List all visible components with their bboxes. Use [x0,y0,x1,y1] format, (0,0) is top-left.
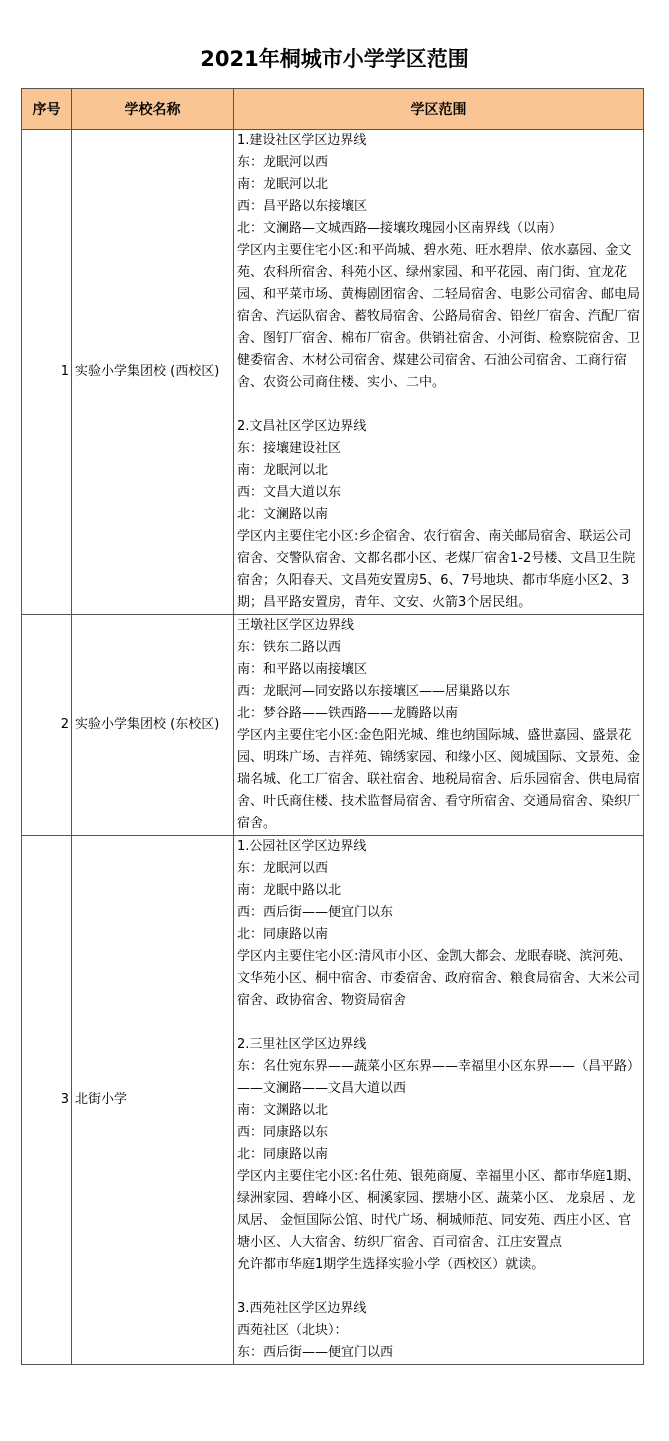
district-range [234,615,644,836]
range-line: 东：名仕宛东界——蔬菜小区东界——幸福里小区东界——（昌平路）——文澜路——文昌大道以西 [237,1059,641,1096]
range-line: 南：和平路以南接壤区 [237,662,368,677]
header-school: 学校名称 [72,89,234,130]
range-line: 西：西后街——便宜门以东 [237,905,394,920]
range-line: 东：龙眠河以西 [237,155,329,170]
school-name: 实验小学集团校 (东校区) [72,615,234,836]
header-range: 学区范围 [234,89,644,130]
range-line: 北：文澜路以南 [237,507,329,522]
district-range [234,836,644,1365]
table-header-row [22,89,644,130]
range-line: 东：接壤建设社区 [237,441,342,456]
range-line: 学区内主要住宅小区:金色阳光城、维也纳国际城、盛世嘉园、盛景花园、明珠广场、吉祥苑、锦绣家园、和缘小区、阅城国际、文景苑、金瑞名城、化工厂宿舍、联社宿舍、地税局宿舍、后乐园宿舍、供电局宿舍、叶氏商住楼、技术监督局宿舍、看守所宿舍、交通局宿舍、染织厂宿舍。 [237,728,641,831]
range-line: 允许都市华庭1期学生选择实验小学（西校区）就读。 [237,1257,545,1272]
range-line: 北：同康路以南 [237,1147,329,1162]
table-row [22,130,644,615]
range-line: 东：龙眠河以西 [237,861,329,876]
range-line: 2.文昌社区学区边界线 [237,419,367,434]
school-district-table [21,88,644,1365]
range-line: 学区内主要住宅小区:和平尚城、碧水苑、旺水碧岸、依水嘉园、金文苑、农科所宿舍、科苑小区、绿州家园、和平花园、南门街、宜龙花园、和平菜市场、黄梅剧团宿舍、二轻局宿舍、电影公司宿舍、邮电局宿舍、汽运队宿舍、蓄牧局宿舍、公路局宿舍、铅丝厂宿舍、汽配厂宿舍、图钉厂宿舍、棉布厂宿舍。供销社宿舍、小河街、检察院宿舍、卫健委宿舍、木材公司宿舍、煤建公司宿舍、石油公司宿舍、工商行宿舍、农资公司商住楼、实小、二中。 [237,243,641,390]
table-row [22,615,644,836]
school-name: 实验小学集团校 (西校区) [72,130,234,615]
row-number: 2 [22,615,72,836]
range-line: 学区内主要住宅小区:名仕苑、银苑商厦、幸福里小区、都市华庭1期、绿洲家园、碧峰小区、桐溪家园、摆塘小区、蔬菜小区、 龙泉居 、龙凤居、 金恒国际公馆、时代广场、桐城师范、同安苑、西庄小区、官塘小区、人大宿舍、纺织厂宿舍、百司宿舍、江庄安置点 [237,1169,640,1250]
range-line: 西苑社区（北块）： [237,1323,348,1338]
district-range [234,130,644,615]
range-line: 南：文渊路以北 [237,1103,329,1118]
blank-line [237,1276,640,1298]
range-line: 1.公园社区学区边界线 [237,839,367,854]
range-line: 南：龙眠河以北 [237,177,329,192]
range-line: 东：西后街——便宜门以西 [237,1345,394,1360]
row-number: 1 [22,130,72,615]
range-line: 北：同康路以南 [237,927,329,942]
range-line: 西：同康路以东 [237,1125,329,1140]
range-line: 南：龙眠中路以北 [237,883,342,898]
range-line: 3.西苑社区学区边界线 [237,1301,367,1316]
range-line: 南：龙眠河以北 [237,463,329,478]
range-line: 2.三里社区学区边界线 [237,1037,367,1052]
range-line: 1.建设社区学区边界线 [237,133,367,148]
blank-line [237,1012,640,1034]
range-line: 学区内主要住宅小区:清风市小区、金凯大都会、龙眠春晓、滨河苑、文华苑小区、桐中宿舍、市委宿舍、政府宿舍、粮食局宿舍、大米公司宿舍、政协宿舍、物资局宿舍 [237,949,641,1008]
range-line: 王墩社区学区边界线 [237,618,355,633]
range-line: 东：铁东二路以西 [237,640,342,655]
page-title: 2021年桐城市小学学区范围 [200,47,469,71]
table-row [22,836,644,1365]
range-line: 北：文澜路—文城西路—接壤玫瑰园小区南界线（以南） [237,221,563,236]
range-line: 西：龙眠河—同安路以东接壤区——居巢路以东 [237,684,511,699]
header-num: 序号 [22,89,72,130]
school-name: 北街小学 [72,836,234,1365]
range-line: 西：文昌大道以东 [237,485,342,500]
range-line: 西：昌平路以东接壤区 [237,199,368,214]
row-number: 3 [22,836,72,1365]
blank-line [237,394,640,416]
range-line: 学区内主要住宅小区:乡企宿舍、农行宿舍、南关邮局宿舍、联运公司宿舍、交警队宿舍、文都名郡小区、老煤厂宿舍1-2号楼、文昌卫生院宿舍；久阳春天、文昌苑安置房5、6、7号地块、都市华庭小区2、3期；昌平路安置房，青年、文安、火箭3个居民组。 [237,529,636,610]
range-line: 北：梦谷路——铁西路——龙腾路以南 [237,706,459,721]
